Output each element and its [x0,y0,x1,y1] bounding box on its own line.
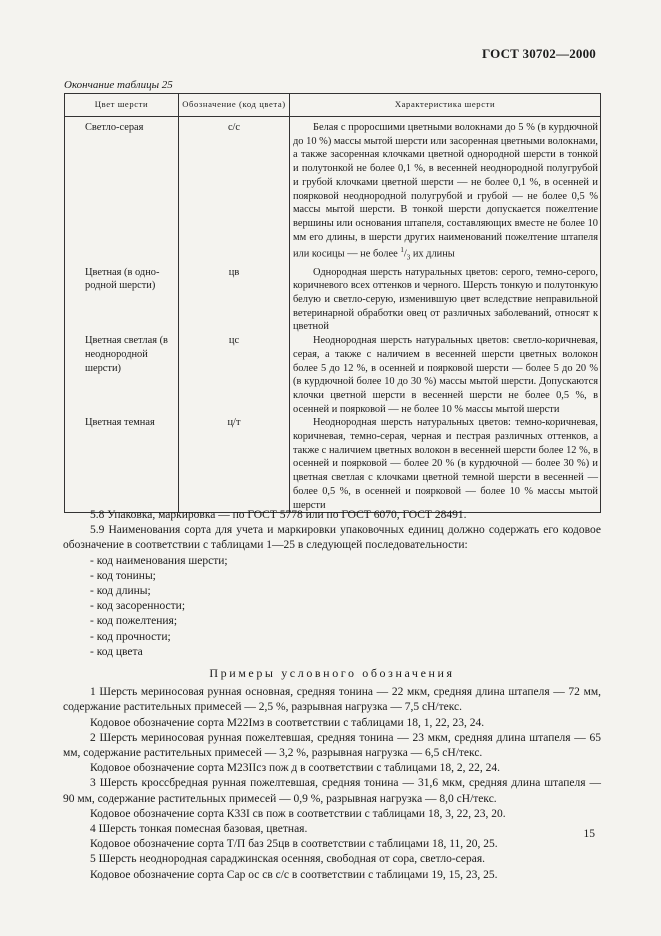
example-code-line: Кодовое обозначение сорта М22Iмз в соответствии с таблицами 18, 1, 22, 23, 24. [90,716,485,729]
document-body [63,508,601,883]
example-paragraph: 5 Шерсть неоднородная сараджинская осенняя, свободная от сора, светло-серая. [90,853,486,866]
list-item: - код длины; [90,585,151,598]
row-code: цв [179,266,290,335]
example-code-line: Кодовое обозначение сорта К33I св пож в соответствии с таблицами 18, 3, 22, 23, 20. [90,807,506,820]
column-header-code: Обозначение (код цвета) [179,94,290,117]
example-paragraph: 1 Шерсть мериносовая рунная основная, средняя тонина — 22 мкм, средняя длина штапеля — 72 мм, содержание растительных примесей — 2,5 %, разрывная нагрузка — 7,5 сН/текс. [63,686,601,714]
list-item: - код тонины; [90,569,156,582]
table-row [65,416,601,512]
section-5-8: 5.8 Упаковка, маркировка — по ГОСТ 5778 или по ГОСТ 6070, ГОСТ 28491. [90,509,467,521]
list-item: - код наименования шерсти; [90,554,228,567]
code-order-list [63,554,601,660]
list-item: - код прочности; [90,630,171,643]
row-code: цс [179,334,290,416]
row-description: Однородная шерсть натуральных цветов: серого, темно-серого, коричневого всех оттенков и черного. Шерсть тонкую и полутонкую белую и светло-серую, изменившую цвет вследствие неправильной ветеринарной обработки овец от различных заболеваний, относят к цветной [290,266,601,335]
example-paragraph: 4 Шерсть тонкая помесная базовая, цветная. [90,823,308,836]
page-number: 15 [583,828,595,840]
row-color: Светло-серая [65,117,179,266]
table-caption: Окончание таблицы 25 [64,79,173,91]
row-code: ц/т [179,416,290,512]
section-5-9: 5.9 Наименования сорта для учета и маркировки упаковочных единиц должно содержать его кодовое обозначение в соответствии с таблицами 1—25 в следующей последовательности: [63,524,601,552]
table-header-row [65,94,601,117]
list-item: - код пожелтения; [90,615,178,628]
column-header-color: Цвет шерсти [65,94,179,117]
list-item: - код засоренности; [90,600,186,613]
example-code-line: Кодовое обозначение сорта Сар ос св с/с в соответствии с таблицами 19, 15, 23, 25. [90,868,498,881]
wool-color-table [64,93,601,513]
row-description: Белая с проросшими цветными волокнами до 5 % (в курдючной до 10 %) массы мытой шерсти или засоренная цветными волокнами, а также засоренная клочками цветной однородной шерсти в тонкой и полутонкой не более 0,1 %, в весенней неоднородной полугрубой и грубой клочками цветной шерсти — не более 0,1 %, в осенней и поярковой неоднородной полугрубой и грубой — не более 0,5 % массы мытой шерсти. В тонкой шерсти допускается пожелтение вершины или основания штапеля, составляющих вместе не более 10 мм его длины, в шерсти других наименований пожелтение штапеля или косицы — не более $^1/_3$ их длины [290,117,601,266]
example-code-line: Кодовое обозначение сорта Т/П баз 25цв в соответствии с таблицами 18, 11, 20, 25. [90,838,498,851]
standard-header: ГОСТ 30702—2000 [481,46,596,61]
example-paragraph: 2 Шерсть мериносовая рунная пожелтевшая, средняя тонина — 23 мкм, средняя длина штапеля — 65 мм, содержание растительных примесей — 3,2 %, разрывная нагрузка — 6,5 сН/текс. [63,731,601,760]
row-description: Неоднородная шерсть натуральных цветов: светло-коричневая, серая, а также с наличием в весенней шерсти цветных волокон более 5 до 12 %, в осенней и поярковой шерсти — более 5 до 20 % (в курдючной более 10 до 30 %) массы мытой шерсти. Допускаются клочки цветной шерсти в весенней шерсти не более 0,5 %, в осенней и поярковой — не более 10 % массы мытой шерсти [290,334,601,416]
list-item: - код цвета [90,645,143,658]
row-code: с/с [179,117,290,266]
row-color: Цветная темная [65,416,179,512]
column-header-description: Характеристика шерсти [290,94,601,117]
table-row [65,117,601,266]
example-paragraph: 3 Шерсть кроссбредная рунная пожелтевшая, средняя тонина — 31,6 мкм, средняя длина штапеля — 90 мм, содержание растительных примесей — 0,9 %, разрывная нагрузка — 8,0 сН/текс. [63,777,601,805]
table-row [65,266,601,335]
example-code-line: Кодовое обозначение сорта М23IIсз пож д в соответствии с таблицами 18, 2, 22, 24. [90,762,500,775]
row-color: Цветная светлая (в неоднородной шерсти) [65,334,179,416]
row-description: Неоднородная шерсть натуральных цветов: темно-коричневая, коричневая, темно-серая, черная и пестрая различных оттенков, а также с наличием цветных волокон в весенней шерсти более 12 %, в осенней и поярковой — более 20 % (в курдючной — более 30 %) и цветная светлая с клочками цветной темной шерсти в весенней — более 0,5 %, в осенней и поярковой — более 10 % массы мытой шерсти [290,416,601,512]
table-row [65,334,601,416]
row-color: Цветная (в одно-родной шерсти) [65,266,179,335]
examples-title: Примеры условного обозначения [209,666,455,681]
